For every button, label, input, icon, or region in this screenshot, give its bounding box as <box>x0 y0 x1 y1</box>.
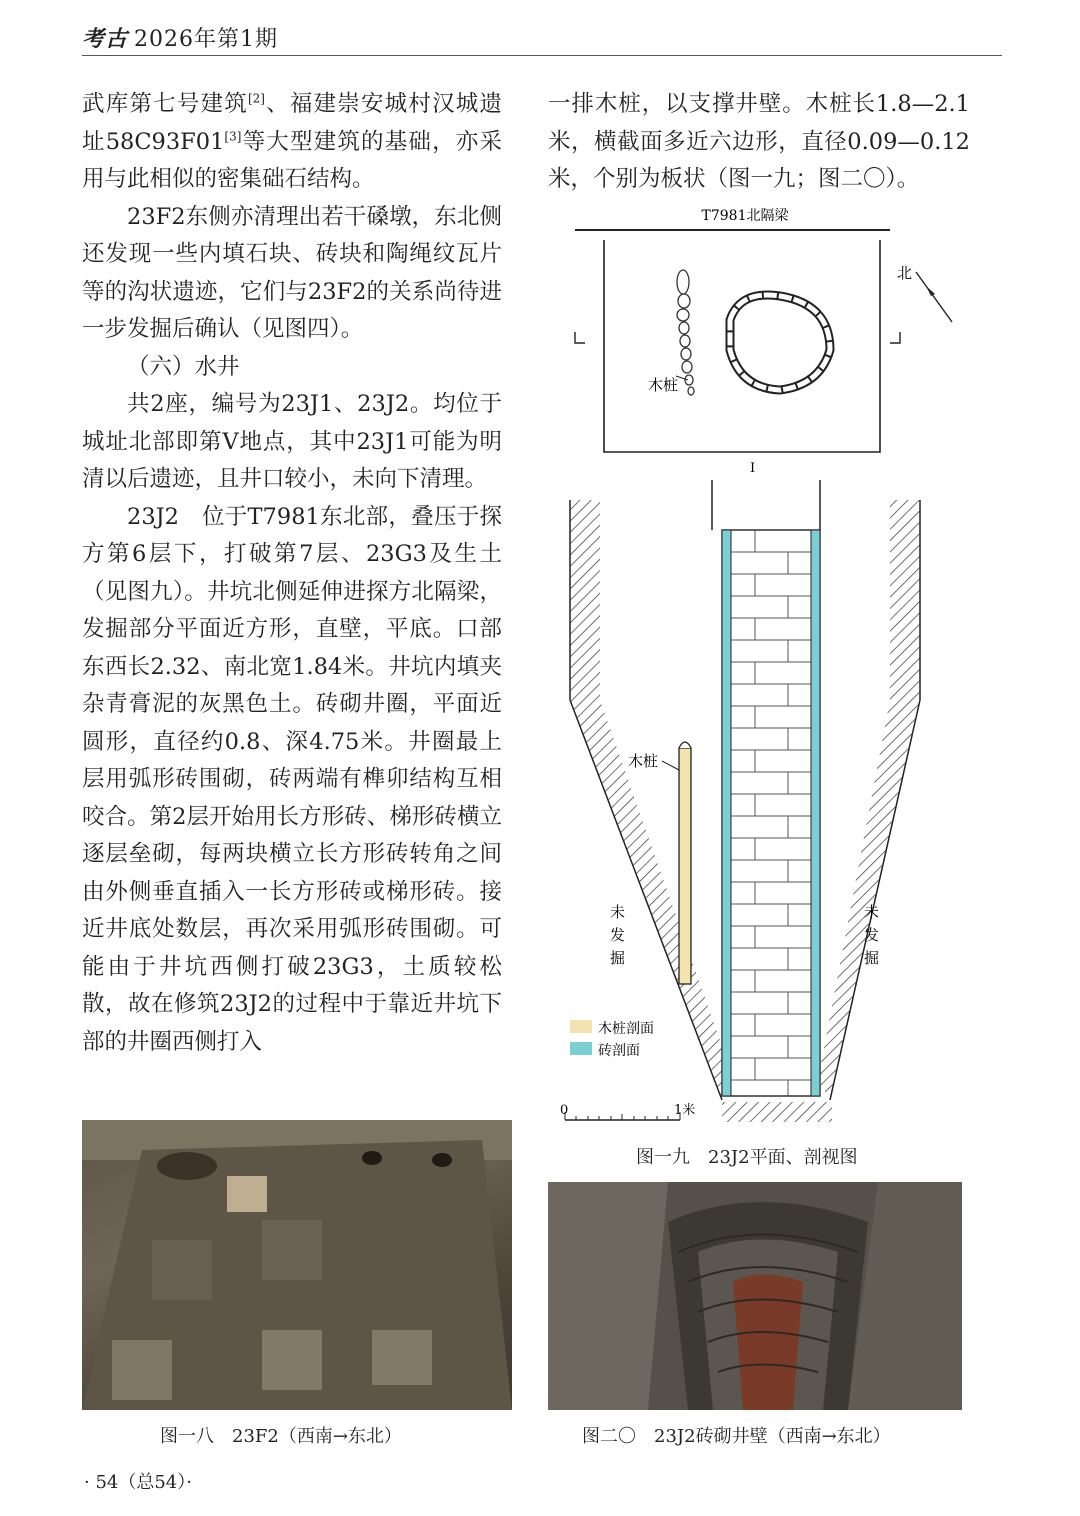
footnote-ref: [3] <box>224 129 242 143</box>
paragraph: 共2座，编号为23J1、23J2。均位于城址北部即第Ⅴ地点，其中23J1可能为明清以后遗迹，且井口较小，未向下清理。 <box>82 391 502 492</box>
section-marker: I <box>750 461 756 476</box>
figure-19-drawing <box>540 200 1000 1130</box>
right-text-column <box>548 86 970 199</box>
header-divider <box>82 55 1002 56</box>
unexcavated-left-3: 掘 <box>610 949 626 967</box>
paragraph: 23F2东侧亦清理出若干磉墩，东北侧还发现一些内填石块、砖块和陶绳纹瓦片等的沟状遗迹，它们与23F2的关系尚待进一步发掘后确认（见图四）。 <box>82 203 502 342</box>
legend-swatch-brick <box>570 1042 592 1055</box>
unexcavated-left-1: 未 <box>610 903 626 921</box>
figure-20-photo <box>548 1182 962 1410</box>
unexcavated-right-2: 发 <box>864 926 880 944</box>
balk-label: T7981北隔梁 <box>701 208 789 224</box>
figure-20-caption: 图二〇 23J2砖砌井壁（西南→东北） <box>582 1426 891 1447</box>
legend-swatch-stake <box>570 1020 592 1033</box>
trench-outline <box>604 240 880 452</box>
north-arrow <box>916 272 952 322</box>
journal-logo: 考古 <box>82 26 129 52</box>
section-heading: （六）水井 <box>127 353 240 380</box>
stake-section <box>679 748 691 984</box>
unexcavated-right-1: 未 <box>864 903 880 921</box>
issue-label: 2026年第1期 <box>134 27 279 52</box>
paragraph: 23J2 位于T7981东北部，叠压于探方第6层下，打破第7层、23G3及生土（见图九）。井坑北侧延伸进探方北隔梁，发掘部分平面近方形，直壁，平底。口部东西长2.32、南北宽1.84米。井坑内填夹杂青膏泥的灰黑色土。砖砌井圈，平面近圆形，直径约0.8、深4.75米。井圈最上层用弧形砖围砌，砖两端有榫卯结构互相咬合。第2层开始用长方形砖、梯形砖横立逐层垒砌，每两块横立长方形砖转角之间由外侧垂直插入一长方形砖或梯形砖。接近井底处数层，再次采用弧形砖围砌。可能由于井坑西侧打破23G3，土质较松散，故在修筑23J2的过程中于靠近井坑下部的井圈西侧打入 <box>82 503 502 1055</box>
figure-18-photo <box>82 1120 512 1410</box>
running-header <box>82 22 278 53</box>
page-number: · 54（总54）· <box>84 1472 192 1493</box>
paragraph: 武库第七号建筑[2]、福建崇安城村汉城遗址58C93F01[3]等大型建筑的基础，亦采用与此相似的密集础石结构。 <box>82 91 502 192</box>
soil-hatch-left <box>570 500 600 700</box>
scale-start: 0 <box>560 1103 569 1118</box>
north-arrowhead <box>926 286 935 296</box>
north-label: 北 <box>897 264 913 282</box>
legend-label-brick: 砖剖面 <box>598 1043 640 1059</box>
soil-hatch-right <box>890 500 920 700</box>
unexcavated-left-2: 发 <box>610 926 626 944</box>
figure-18-caption: 图一八 23F2（西南→东北） <box>160 1426 402 1447</box>
stake-label-section: 木桩 <box>628 752 659 770</box>
figure-19-caption: 图一九 23J2平面、剖视图 <box>636 1147 858 1168</box>
left-text-column <box>82 86 502 1061</box>
stake-row-plan <box>677 270 694 395</box>
legend-label-stake: 木桩剖面 <box>598 1021 654 1037</box>
brick-wall-section <box>722 530 820 1096</box>
scale-end: 1米 <box>674 1103 696 1118</box>
stake-label-plan: 木桩 <box>648 376 679 394</box>
paragraph: 一排木桩，以支撑井壁。木桩长1.8—2.1米，横截面多近六边形，直径0.09—0.12米，个别为板状（图一九；图二〇）。 <box>548 91 970 192</box>
footnote-ref: [2] <box>247 91 265 106</box>
unexcavated-right-3: 掘 <box>864 949 880 967</box>
